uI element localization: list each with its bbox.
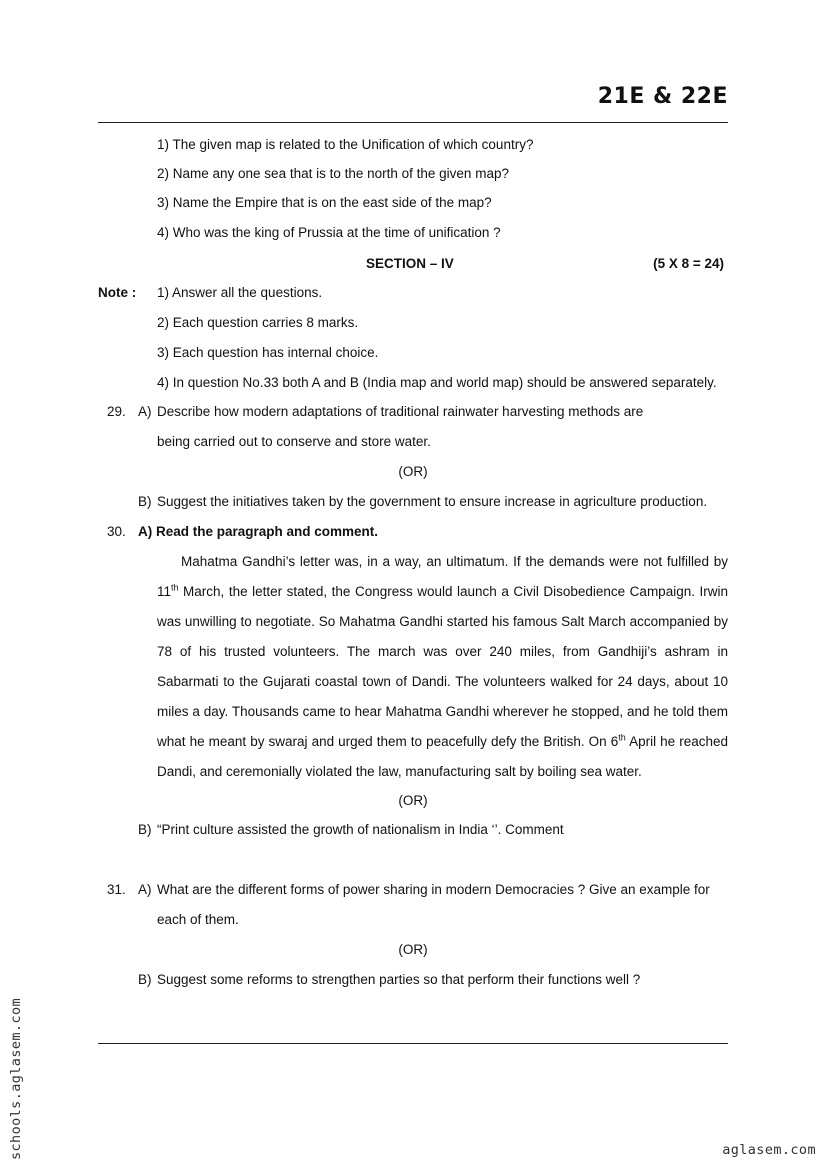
paper-code: 21E & 22E	[597, 84, 728, 109]
q30-para-part3: April he reached Dandi, and ceremonially violated the law, manufacturing salt by boiling sea water.	[157, 734, 728, 779]
map-question-2: 2) Name any one sea that is to the north of the given map?	[157, 166, 509, 181]
footer-divider	[98, 1043, 728, 1044]
q30-b-text: “Print culture assisted the growth of nationalism in India ‘’. Comment	[157, 822, 564, 837]
q29-number: 29.	[107, 404, 126, 419]
q30-para-part1: Mahatma Gandhi’s letter was, in a way, an ultimatum. If the demands were not fulfilled by 11	[157, 554, 728, 599]
header-divider	[98, 122, 728, 123]
note-item-3: 3) Each question has internal choice.	[157, 345, 379, 360]
map-question-1: 1) The given map is related to the Unification of which country?	[157, 137, 534, 152]
note-item-2: 2) Each question carries 8 marks.	[157, 315, 359, 330]
q30-para-sup2: th	[618, 732, 626, 743]
q29-or: (OR)	[398, 464, 428, 479]
q31-b-label: B)	[138, 972, 152, 987]
q29-b-text: Suggest the initiatives taken by the government to ensure increase in agriculture production.	[157, 494, 708, 509]
bottom-watermark: aglasem.com	[722, 1142, 816, 1158]
side-watermark: schools.aglasem.com	[8, 997, 24, 1160]
q30-para-part2: March, the letter stated, the Congress would launch a Civil Disobedience Campaign. Irwin was unwilling to negotiate. So Mahatma Gandhi started his famous Salt March accompanied by 78 of his trusted volunteers. The march was over 240 miles, from Gandhiji’s ashram in Sabarmati to the Gujarati coastal town of Dandi. The volunteers walked for 24 days, about 10 miles a day. Thousands came to hear Mahatma Gandhi wherever he stopped, and he told them what he meant by swaraj and urged them to peacefully defy the British. On 6	[157, 584, 728, 749]
q30-para-sup1: th	[171, 582, 179, 593]
note-item-4: 4) In question No.33 both A and B (India map and world map) should be answered separately.	[157, 375, 717, 390]
q31-a-line2: each of them.	[157, 912, 239, 927]
q30-number: 30.	[107, 524, 126, 539]
q31-a-line1: What are the different forms of power sharing in modern Democracies ? Give an example for	[157, 882, 710, 897]
q29-a-line1: Describe how modern adaptations of traditional rainwater harvesting methods are	[157, 404, 644, 419]
q30-or: (OR)	[398, 793, 428, 808]
q31-or: (OR)	[398, 942, 428, 957]
q31-a-label: A)	[138, 882, 152, 897]
q29-a-line2: being carried out to conserve and store water.	[157, 434, 431, 449]
q30-paragraph	[157, 547, 728, 787]
q30-b-label: B)	[138, 822, 152, 837]
section-title: SECTION – IV	[366, 256, 454, 271]
q29-a-label: A)	[138, 404, 152, 419]
section-marks: (5 X 8 = 24)	[653, 256, 724, 271]
q31-b-text: Suggest some reforms to strengthen parties so that perform their functions well ?	[157, 972, 641, 987]
q29-b-label: B)	[138, 494, 152, 509]
note-label: Note :	[98, 285, 137, 300]
map-question-3: 3) Name the Empire that is on the east side of the map?	[157, 195, 492, 210]
q30-a-label: A) Read the paragraph and comment.	[138, 524, 379, 539]
q31-number: 31.	[107, 882, 126, 897]
map-question-4: 4) Who was the king of Prussia at the time of unification ?	[157, 225, 501, 240]
note-item-1: 1) Answer all the questions.	[157, 285, 323, 300]
